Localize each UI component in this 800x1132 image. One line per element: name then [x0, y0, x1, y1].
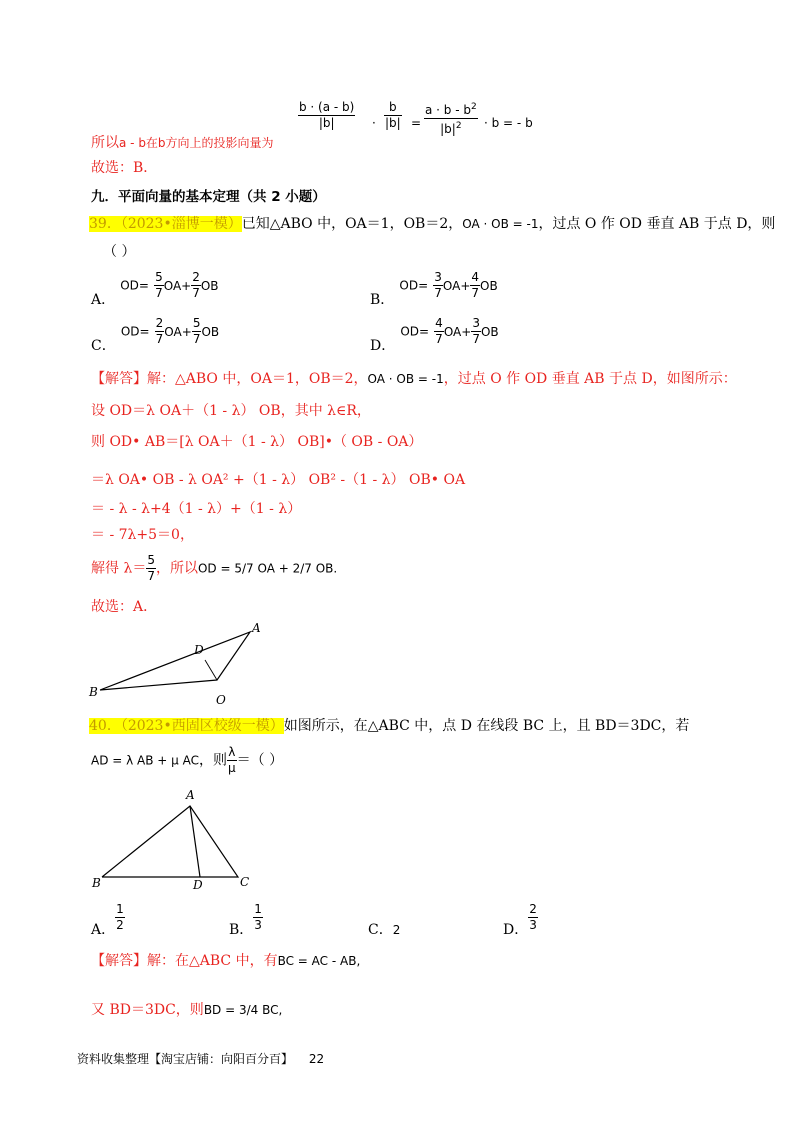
option-40-d[interactable]: D． $\frac{2}{3}$ — [503, 902, 537, 938]
footer-text: 资料收集整理【淘宝店铺：向阳百分百】 — [77, 1052, 294, 1066]
projection-formula: $\frac{b \cdot (a - b)}{|b|}$ · $\frac{b}{|b|}$ = $\frac{a \cdot b - b^2}{|b|^2}$ · b = - b — [299, 100, 533, 136]
triangle-abo — [100, 632, 250, 690]
label-c: C — [240, 875, 250, 889]
answer-top: 故选：B． — [91, 160, 158, 176]
question-40-stem-2: AD = λ AB + μ AC，则 $\frac{\lambda}{\mu}$ ＝（ ） — [91, 745, 284, 775]
footer — [77, 1050, 324, 1067]
label-d: D — [193, 878, 203, 892]
solution-39-line-2: 设 OD＝λ OA＋（1 - λ） OB，其中 λ∈R， — [91, 403, 371, 419]
label-b: B — [92, 876, 101, 890]
solution-39-line-1: 【解答】解：△ABO 中，OA＝1，OB＝2，OA · OB = -1，过点 O 作 OD 垂直 AB 于点 D，如图所示： — [91, 371, 737, 387]
question-40-stem: 40．（2023•西固区校级一模）如图所示，在△ABC 中，点 D 在线段 BC 上，且 BD＝3DC，若 — [89, 718, 690, 734]
question-40-source: （2023•西固区校级一模） — [120, 718, 284, 734]
question-39-stem: 39．（2023•淄博一模）已知△ABO 中，OA＝1，OB＝2，OA · OB = -1，过点 O 作 OD 垂直 AB 于点 D，则 — [89, 216, 776, 232]
question-40-number: 40． — [89, 718, 121, 734]
solution-39-answer: 故选：A． — [91, 599, 158, 615]
label-a: A — [252, 621, 261, 635]
label-b: B — [89, 685, 98, 699]
option-d[interactable]: D． OD= $\frac{4}{7}$ OA+ $\frac{3}{7}$ OB — [370, 316, 499, 354]
option-40-a[interactable]: A． $\frac{1}{2}$ — [91, 902, 124, 938]
label-o: O — [216, 693, 226, 707]
formula-fraction-1: $\frac{b \cdot (a - b)}{|b|}$ — [299, 100, 355, 130]
label-d: D — [194, 643, 204, 657]
option-40-c[interactable]: C．2 — [368, 922, 401, 938]
solution-39-line-7: 解得 λ＝ $\frac{5}{7}$ ，所以OD = 5/7 OA + 2/7 OB. — [91, 553, 338, 583]
solution-39-line-5: ＝ - λ - λ+4（1 - λ）+（1 - λ） — [91, 501, 302, 517]
question-39-number: 39． — [89, 216, 121, 232]
formula-fraction-3: $\frac{a \cdot b - b^2}{|b|^2}$ — [425, 102, 477, 136]
solution-39-line-6: ＝ - 7λ+5＝0， — [91, 527, 194, 543]
segment-od — [205, 660, 217, 680]
solution-40-line-2: 又 BD＝3DC，则BD = 3/4 BC, — [91, 1002, 283, 1018]
solution-39-line-3: 则 OD• AB＝[λ OA＋（1 - λ） OB]•（ OB - OA） — [91, 434, 423, 450]
triangle-abc — [102, 806, 238, 877]
projection-text: 所以a - b在b方向上的投影向量为 — [91, 135, 274, 151]
page-number: 22 — [308, 1052, 325, 1066]
segment-ad — [190, 806, 200, 877]
question-39-source: （2023•淄博一模） — [120, 216, 242, 232]
solution-40-line-1: 【解答】解：在△ABC 中，有BC = AC - AB, — [91, 953, 361, 969]
option-c[interactable]: C． OD= $\frac{2}{7}$ OA+ $\frac{5}{7}$ OB — [91, 316, 220, 354]
solution-39-line-4: ＝λ OA• OB - λ OA² +（1 - λ） OB² -（1 - λ） OB• OA — [91, 472, 466, 488]
label-a: A — [186, 788, 195, 802]
option-b[interactable]: B． OD= $\frac{3}{7}$ OA+ $\frac{4}{7}$ OB — [370, 270, 498, 308]
option-40-b[interactable]: B． $\frac{1}{3}$ — [229, 902, 262, 938]
question-39-paren: （ ） — [103, 244, 136, 260]
figure-40-triangle — [88, 785, 258, 895]
option-a[interactable]: A． OD= $\frac{5}{7}$ OA+ $\frac{2}{7}$ OB — [91, 270, 219, 308]
figure-39-triangle — [85, 618, 265, 710]
section-title: 九．平面向量的基本定理（共 2 小题） — [91, 189, 326, 205]
formula-fraction-2: $\frac{b}{|b|}$ — [385, 100, 401, 130]
